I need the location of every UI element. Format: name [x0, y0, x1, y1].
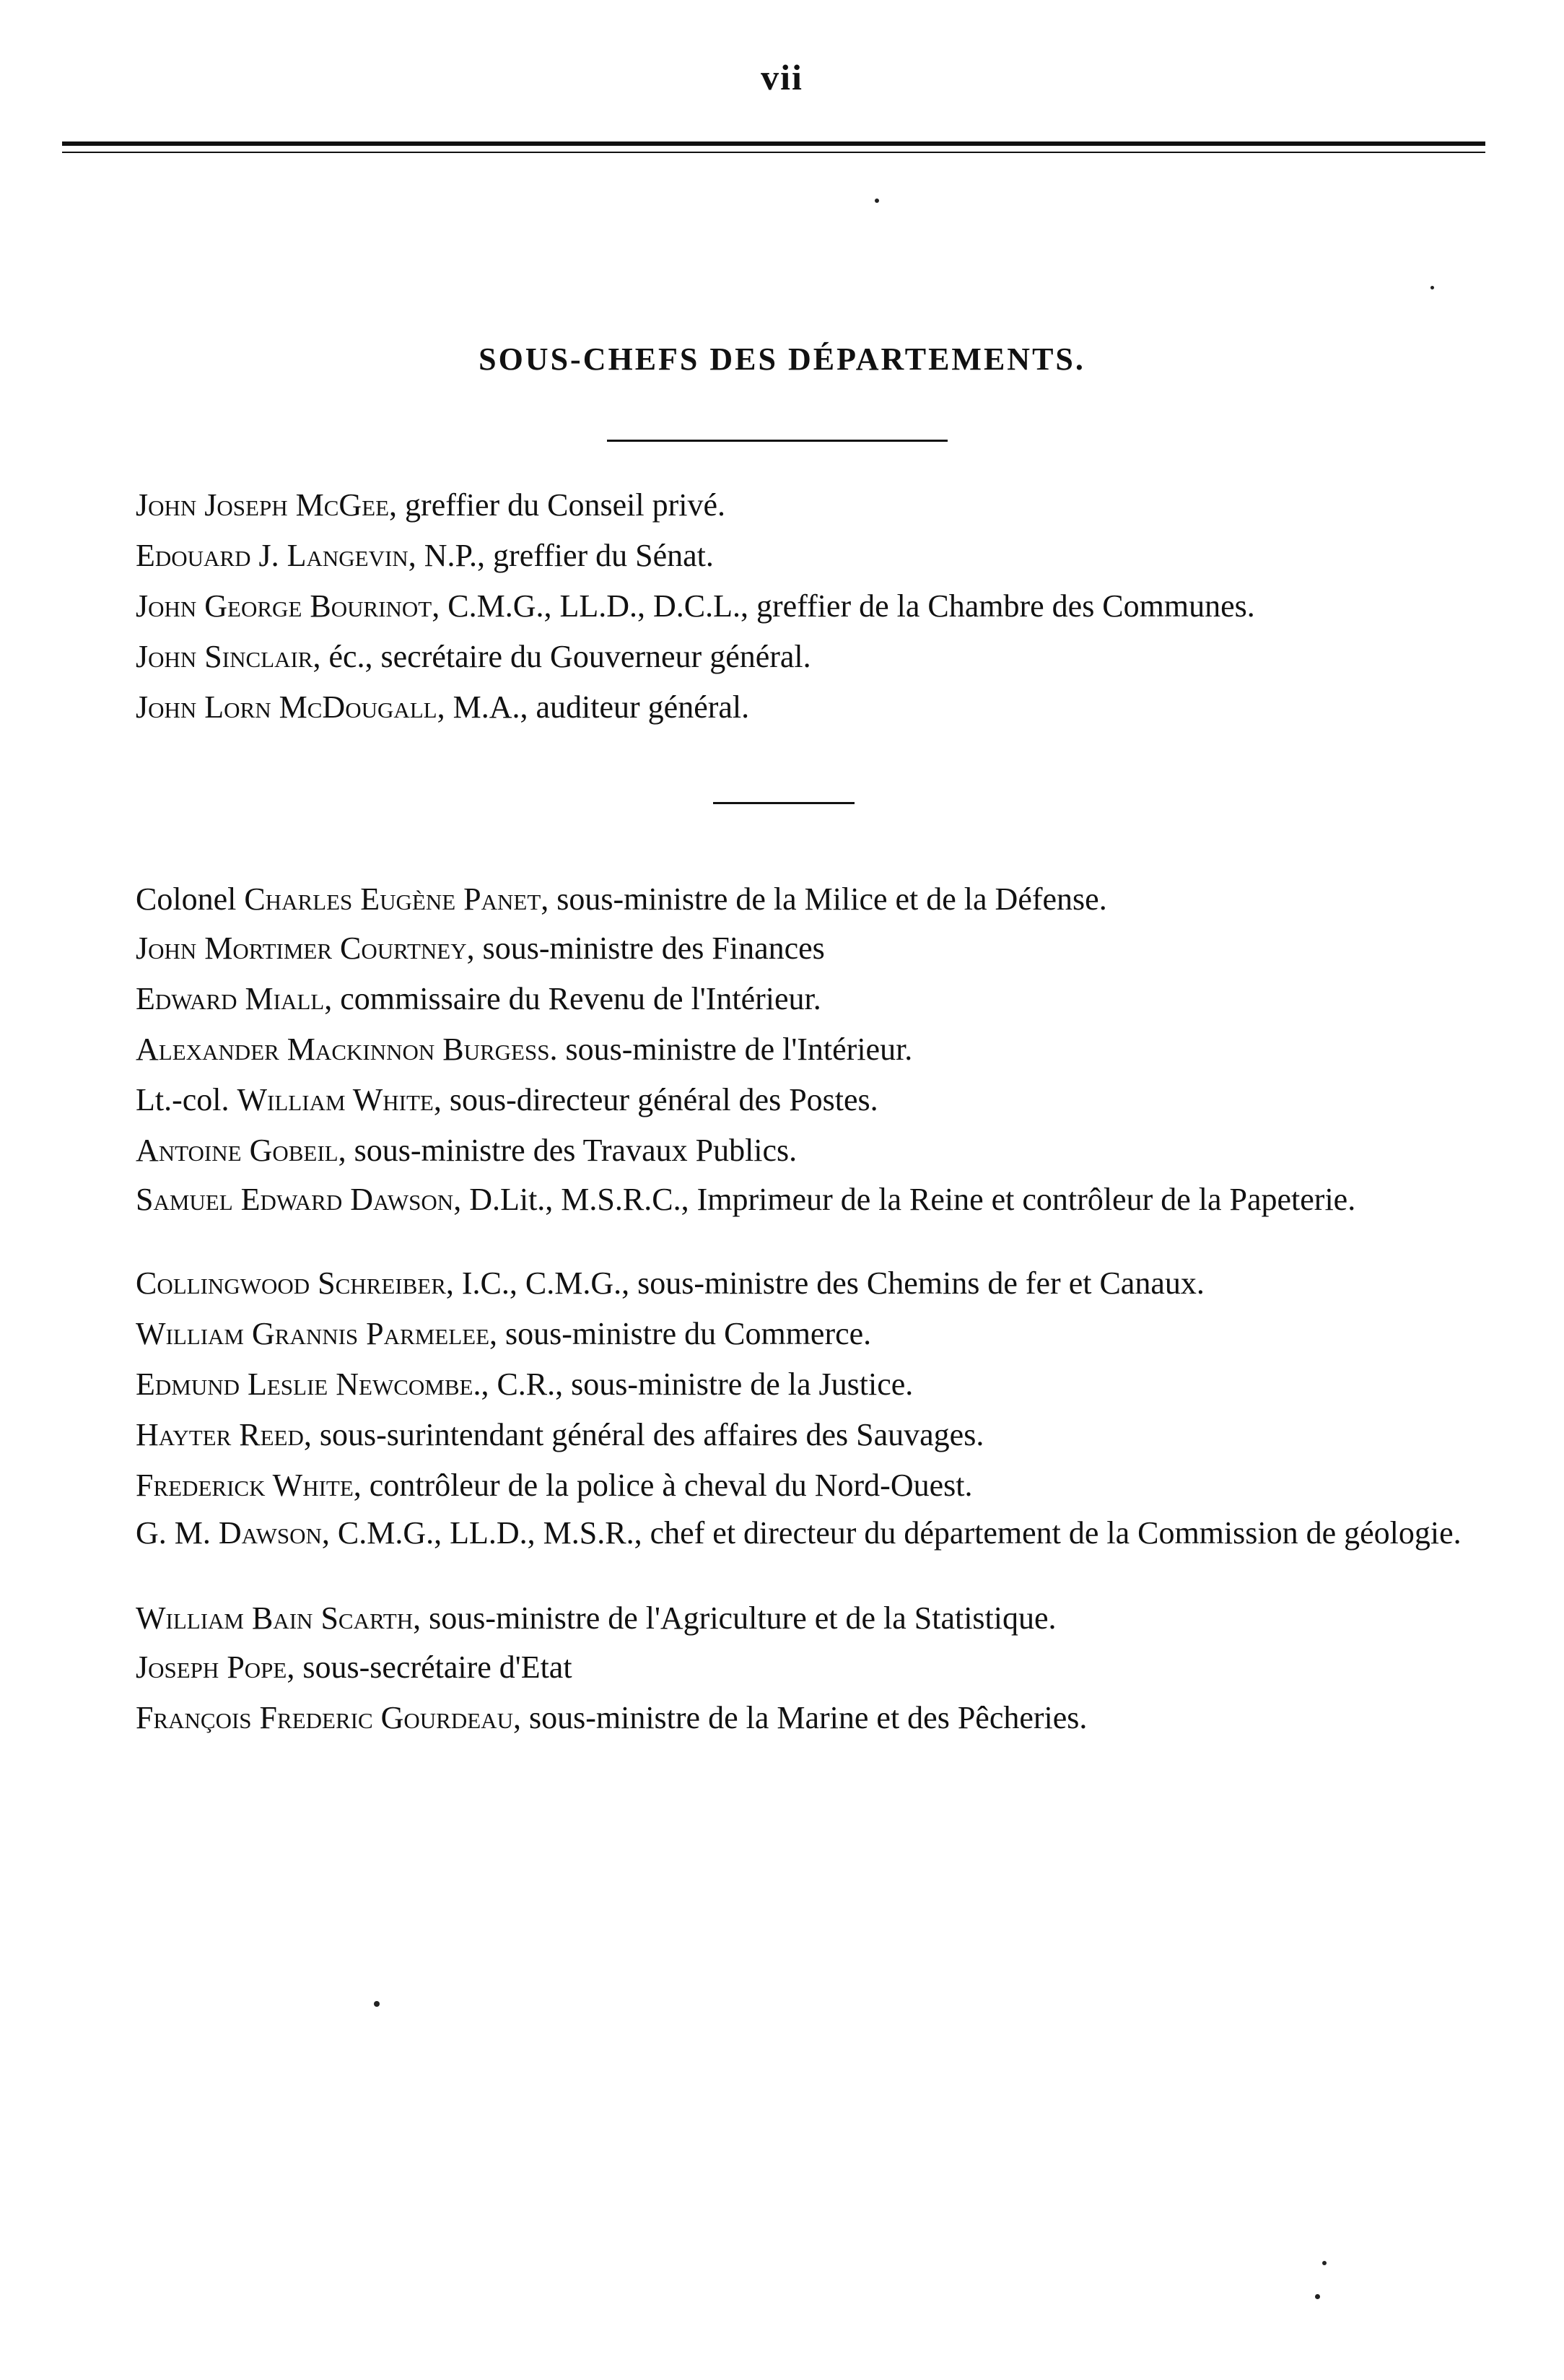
list-item: Frederick White, contrôleur de la police à cheval du Nord-Ouest.	[136, 1468, 973, 1503]
title-divider	[607, 440, 948, 442]
list-item: François Frederic Gourdeau, sous-ministre de la Marine et des Pêcheries.	[136, 1700, 1088, 1735]
list-item: William Bain Scarth, sous-ministre de l'Agriculture et de la Statistique.	[136, 1600, 1057, 1636]
list-item: John George Bourinot, C.M.G., LL.D., D.C.L., greffier de la Chambre des Communes.	[136, 588, 1255, 624]
list-item: Colonel Charles Eugène Panet, sous-ministre de la Milice et de la Défense.	[136, 881, 1107, 917]
list-item: Collingwood Schreiber, I.C., C.M.G., sous-ministre des Chemins de fer et Canaux.	[136, 1265, 1205, 1301]
header-rule-thick	[62, 141, 1485, 146]
list-item: John Sinclair, éc., secrétaire du Gouverneur général.	[136, 639, 811, 674]
list-item: Joseph Pope, sous-secrétaire d'Etat	[136, 1649, 572, 1685]
header-rule-thin	[62, 152, 1485, 153]
scan-speck	[875, 199, 879, 203]
list-item: John Lorn McDougall, M.A., auditeur général.	[136, 689, 750, 725]
list-item: Edward Miall, commissaire du Revenu de l'Intérieur.	[136, 981, 821, 1016]
list-item: Samuel Edward Dawson, D.Lit., M.S.R.C., Imprimeur de la Reine et contrôleur de la Papeterie.	[136, 1182, 1356, 1217]
list-item: Edouard J. Langevin, N.P., greffier du Sénat.	[136, 538, 714, 573]
list-item: Hayter Reed, sous-surintendant général des affaires des Sauvages.	[136, 1417, 984, 1452]
list-item: G. M. Dawson, C.M.G., LL.D., M.S.R., chef et directeur du département de la Commission de géologie.	[136, 1515, 1462, 1551]
list-item: Alexander Mackinnon Burgess. sous-ministre de l'Intérieur.	[136, 1032, 913, 1067]
scan-speck	[374, 2001, 380, 2007]
scan-speck	[1430, 286, 1434, 289]
page-number: vii	[761, 57, 803, 97]
list-item: Edmund Leslie Newcombe., C.R., sous-ministre de la Justice.	[136, 1366, 914, 1402]
list-item: William Grannis Parmelee, sous-ministre du Commerce.	[136, 1316, 872, 1351]
list-item: John Joseph McGee, greffier du Conseil privé.	[136, 487, 725, 523]
list-item: Lt.-col. William White, sous-directeur général des Postes.	[136, 1082, 878, 1117]
scan-speck	[1322, 2261, 1327, 2265]
scan-speck	[1315, 2294, 1320, 2299]
section-title: SOUS-CHEFS DES DÉPARTEMENTS.	[479, 341, 1085, 377]
list-item: John Mortimer Courtney, sous-ministre des Finances	[136, 930, 825, 966]
list-item: Antoine Gobeil, sous-ministre des Travaux Publics.	[136, 1133, 798, 1168]
group-divider	[713, 802, 855, 804]
